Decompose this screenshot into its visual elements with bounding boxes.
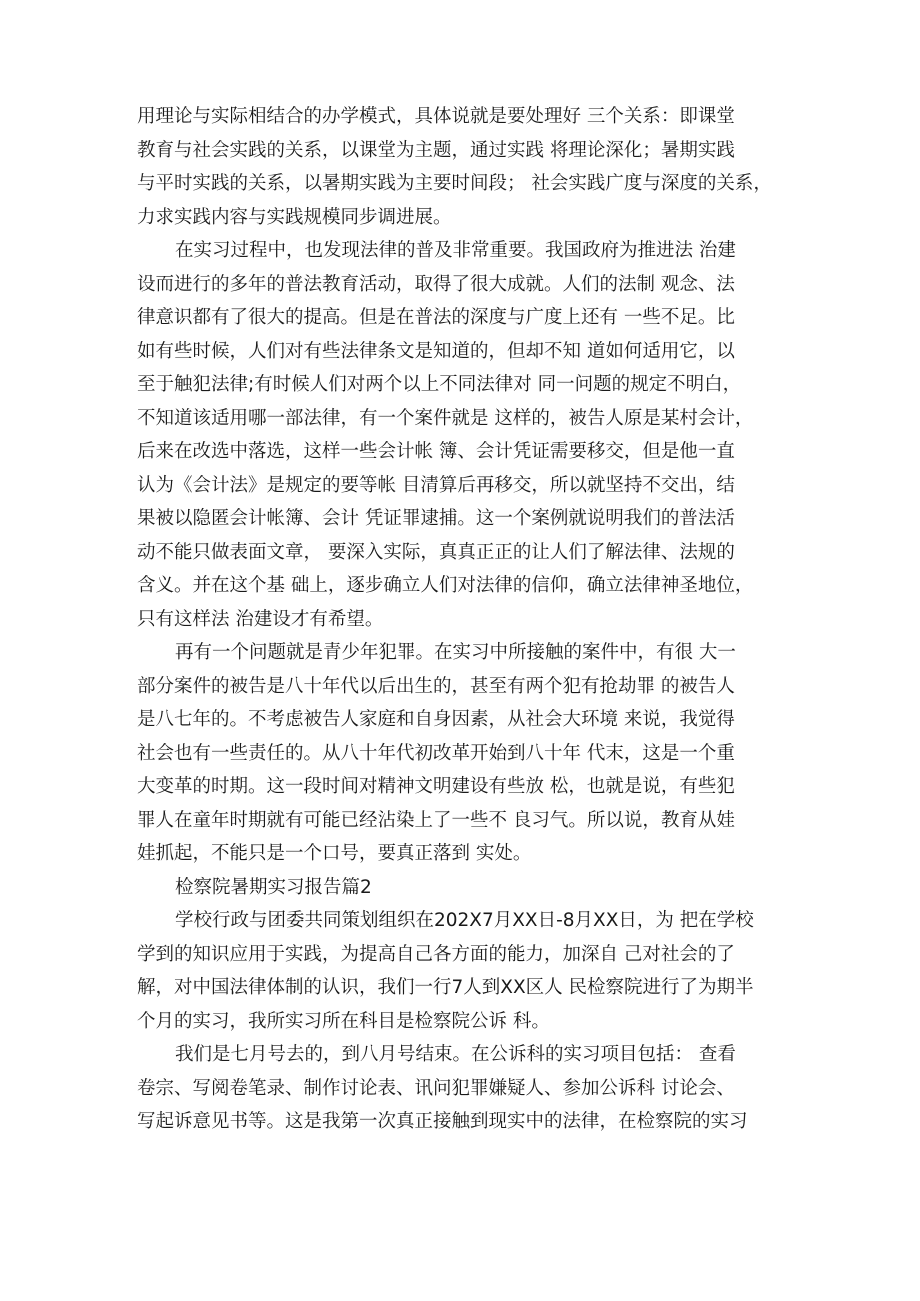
text-line: 娃抓起，不能只是一个口号，要真正落到 实处。 bbox=[137, 843, 532, 864]
paragraph-first-line: 再有一个问题就是青少年犯罪。在实习中所接触的案件中，有很 大一 bbox=[175, 642, 736, 663]
text-line: 设而进行的多年的普法教育活动，取得了很大成就。人们的法制 观念、法 bbox=[137, 273, 735, 295]
text-line: 写起诉意见书等。这是我第一次真正接触到现实中的法律，在检察院的实习 bbox=[137, 1111, 748, 1132]
text-line: 大变革的时期。这一段时间对精神文明建设有些放 松，也就是说，有些犯 bbox=[137, 776, 735, 797]
text-line: 个月的实习，我所实习所在科目是检察院公诉 科。 bbox=[137, 1010, 550, 1032]
text-line: 卷宗、写阅卷笔录、制作讨论表、讯问犯罪嫌疑人、参加公诉科 讨论会、 bbox=[137, 1077, 735, 1099]
text-line: 果被以隐匿会计帐簿、会计 凭证罪逮捕。这一个案例就说明我们的普法活 bbox=[137, 508, 735, 529]
text-line: 与平时实践的关系，以暑期实践为主要时间段； 社会实践广度与深度的关系， bbox=[137, 173, 772, 194]
text-line: 社会也有一些责任的。从八十年代初改革开始到八十年 代末，这是一个重 bbox=[137, 742, 735, 764]
text-line: 部分案件的被告是八十年代以后出生的，甚至有两个犯有抢劫罪 的被告人 bbox=[137, 675, 735, 697]
text-line: 动不能只做表面文章， 要深入实际，真真正正的让人们了解法律、法规的 bbox=[137, 541, 735, 563]
text-line: 如有些时候，人们对有些法律条文是知道的，但却不知 道如何适用它，以 bbox=[137, 340, 735, 362]
text-line: 罪人在童年时期就有可能已经沾染上了一些不 良习气。所以说，教育从娃 bbox=[137, 809, 735, 831]
text-line: 是八七年的。不考虑被告人家庭和自身因素，从社会大环境 来说，我觉得 bbox=[137, 709, 735, 730]
text-line: 后来在改选中落选，这样一些会计帐 簿、会计凭证需要移交，但是他一直 bbox=[137, 441, 735, 462]
paragraph-first-line: 在实习过程中，也发现法律的普及非常重要。我国政府为推进法 治建 bbox=[175, 240, 736, 261]
text-line: 只有这样法 治建设才有希望。 bbox=[137, 608, 384, 630]
section-heading: 检察院暑期实习报告篇2 bbox=[175, 876, 372, 898]
text-line: 不知道该适用哪一部法律，有一个案件就是 这样的，被告人原是某村会计， bbox=[137, 407, 754, 429]
text-line: 用理论与实际相结合的办学模式，具体说就是要处理好 三个关系：即课堂 bbox=[137, 106, 735, 127]
text-line: 解，对中国法律体制的认识，我们一行7人到XX区人 民检察院进行了为期半 bbox=[137, 977, 754, 998]
document-body bbox=[137, 100, 797, 1139]
text-line: 力求实践内容与实践规模同步调进展。 bbox=[137, 206, 452, 228]
paragraph-first-line: 学校行政与团委共同策划组织在202X7月XX日-8月XX日，为 把在学校 bbox=[175, 910, 754, 931]
text-line: 学到的知识应用于实践，为提高自己各方面的能力，加深自 己对社会的了 bbox=[137, 943, 735, 965]
text-line: 教育与社会实践的关系，以课堂为主题，通过实践 将理论深化；暑期实践 bbox=[137, 139, 735, 161]
text-line: 至于触犯法律;有时候人们对两个以上不同法律对 同一问题的规定不明白， bbox=[137, 374, 742, 395]
text-line: 含义。并在这个基 础上，逐步确立人们对法律的信仰，确立法律神圣地位， bbox=[137, 575, 754, 596]
text-line: 认为《会计法》是规定的要等帐 目清算后再移交，所以就坚持不交出，结 bbox=[137, 474, 735, 496]
text-line: 律意识都有了很大的提高。但是在普法的深度与广度上还有 一些不足。比 bbox=[137, 307, 735, 328]
paragraph-first-line: 我们是七月号去的，到八月号结束。在公诉科的实习项目包括： 查看 bbox=[175, 1044, 736, 1065]
